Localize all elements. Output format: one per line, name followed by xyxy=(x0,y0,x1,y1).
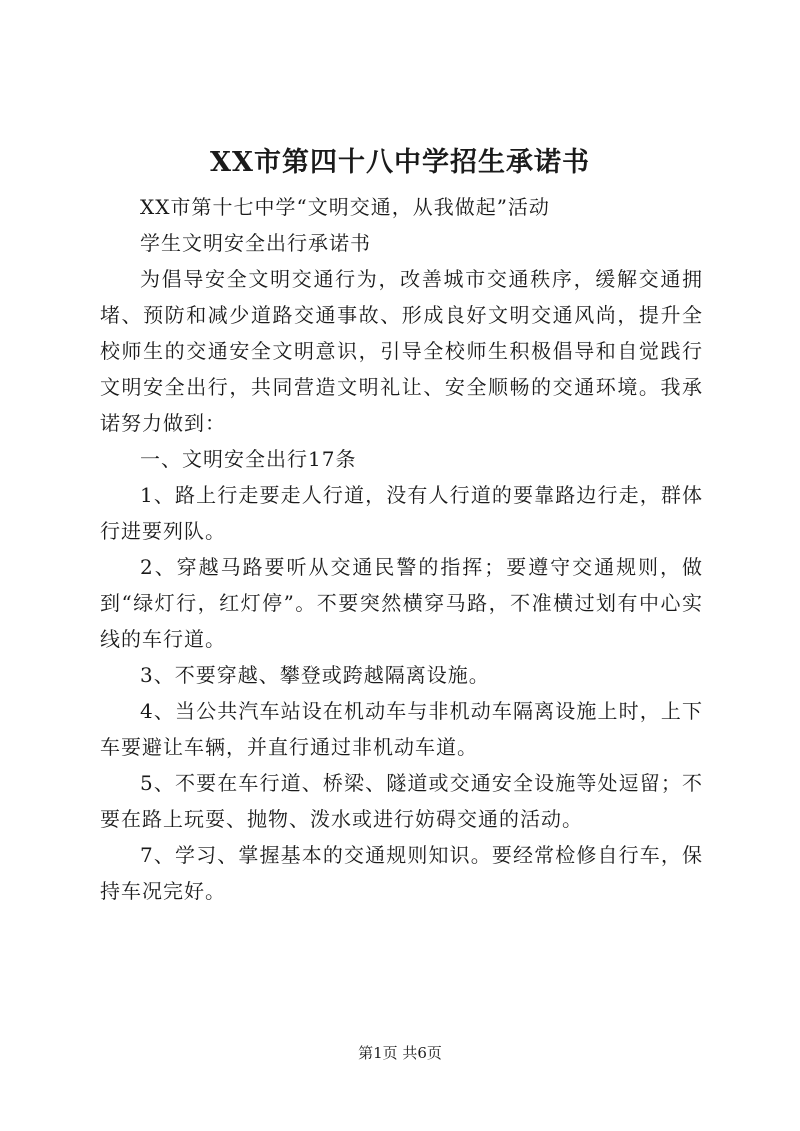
page-number: 第1页 xyxy=(358,1044,398,1062)
paragraph-rule-7: 7、学习、掌握基本的交通规则知识。要经常检修自行车，保持车况完好。 xyxy=(100,843,703,903)
paragraph-rule-5: 5、不要在车行道、桥梁、隧道或交通安全设施等处逗留；不要在路上玩耍、抛物、泼水或进行妨碍交通的活动。 xyxy=(100,771,703,831)
document-body xyxy=(100,189,703,909)
paragraph-rule-4: 4、当公共汽车站设在机动车与非机动车隔离设施上时，上下车要避让车辆，并直行通过非机动车道。 xyxy=(100,699,703,759)
paragraph-rule-1: 1、路上行走要走人行道，没有人行道的要靠路边行走，群体行进要列队。 xyxy=(100,483,703,543)
paragraph-pledge-heading: 学生文明安全出行承诺书 xyxy=(140,231,371,255)
document-title: XX市第四十八中学招生承诺书 xyxy=(210,147,590,178)
page-total: 共6页 xyxy=(402,1044,442,1062)
paragraph-intro: 为倡导安全文明交通行为，改善城市交通秩序，缓解交通拥堵、预防和减少道路交通事故、形成良好文明交通风尚，提升全校师生的交通安全文明意识，引导全校师生积极倡导和自觉践行文明安全出行，共同营造文明礼让、安全顺畅的交通环境。我承诺努力做到： xyxy=(100,267,703,435)
paragraph-rule-3: 3、不要穿越、攀登或跨越隔离设施。 xyxy=(140,663,490,687)
page-footer xyxy=(0,1043,800,1063)
paragraph-activity-heading: XX市第十七中学“文明交通，从我做起”活动 xyxy=(140,195,550,219)
paragraph-rule-2: 2、穿越马路要听从交通民警的指挥；要遵守交通规则，做到“绿灯行，红灯停”。不要突然横穿马路，不准横过划有中心实线的车行道。 xyxy=(100,555,703,651)
paragraph-section-heading: 一、文明安全出行17条 xyxy=(140,447,357,471)
